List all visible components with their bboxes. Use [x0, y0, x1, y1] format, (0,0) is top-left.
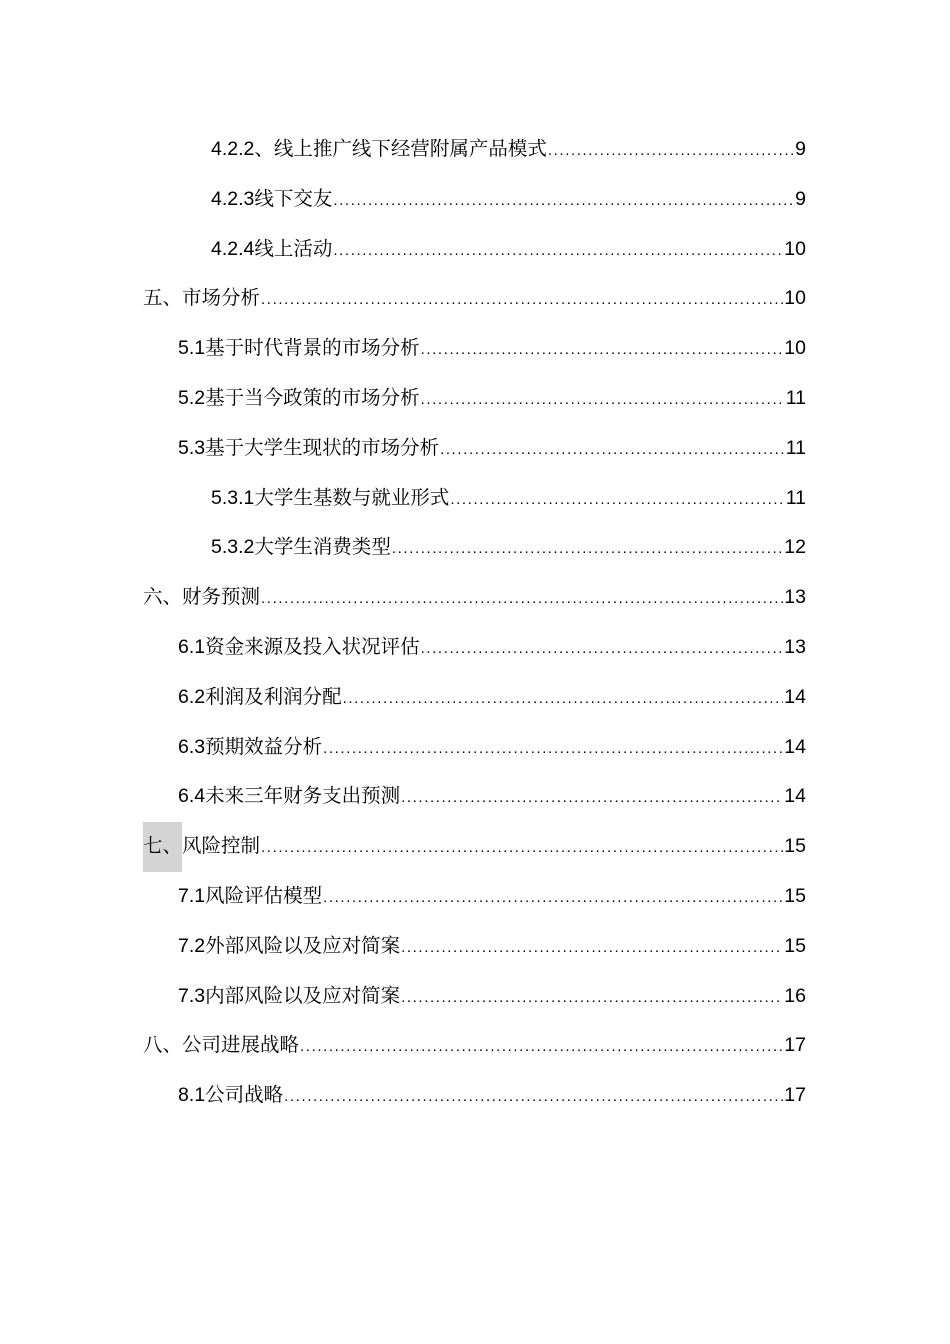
toc-entry-5-3-2[interactable]: [0, 523, 806, 573]
toc-entry-page: 16: [784, 984, 806, 1007]
toc-entry-title: 预期效益分析: [205, 735, 323, 758]
toc-entry-number: 5.1: [178, 337, 206, 360]
dot-leader: [401, 773, 783, 823]
toc-entry-number: 六、: [143, 586, 183, 609]
toc-entry-number: 8.1: [178, 1084, 206, 1107]
toc-entry-chapter-7[interactable]: [0, 822, 806, 872]
toc-entry-title: 大学生消费类型: [254, 536, 391, 559]
toc-entry-5-1[interactable]: [0, 324, 806, 374]
toc-entry-page: 9: [795, 138, 806, 160]
toc-entry-title: 线上活动: [254, 237, 333, 260]
toc-entry-5-3-1[interactable]: [0, 474, 806, 524]
toc-entry-7-2[interactable]: [0, 922, 806, 972]
toc-entry-page: 10: [784, 237, 806, 260]
toc-entry-page: 13: [784, 586, 806, 609]
toc-entry-7-3[interactable]: [0, 972, 806, 1022]
toc-entry-number: 4.2.2: [211, 138, 255, 160]
toc-entry-title: 基于当今政策的市场分析: [205, 386, 420, 409]
toc-entry-6-4[interactable]: [0, 772, 806, 822]
toc-entry-page: 11: [785, 486, 806, 509]
toc-entry-page: 17: [784, 1084, 806, 1107]
toc-entry-number: 6.2: [178, 685, 206, 708]
dot-leader: [401, 973, 783, 1023]
toc-entry-page: 14: [784, 785, 806, 808]
toc-entry-title: 财务预测: [182, 586, 261, 609]
toc-entry-title: 风险控制: [182, 835, 261, 858]
toc-entry-5-3[interactable]: [0, 424, 806, 474]
toc-entry-number: 6.3: [178, 735, 206, 758]
table-of-contents: [0, 125, 950, 1121]
toc-entry-6-1[interactable]: [0, 623, 806, 673]
toc-entry-chapter-5[interactable]: [0, 274, 806, 324]
toc-entry-title: 线下交友: [254, 187, 333, 210]
dot-leader: [261, 275, 783, 325]
toc-entry-page: 10: [784, 337, 806, 360]
toc-entry-page: 13: [784, 635, 806, 658]
toc-entry-chapter-6[interactable]: [0, 573, 806, 623]
toc-entry-title: 资金来源及投入状况评估: [205, 635, 420, 658]
dot-leader: [548, 126, 794, 176]
toc-entry-6-2[interactable]: [0, 673, 806, 723]
toc-entry-number: 6.4: [178, 785, 206, 808]
dot-leader: [401, 923, 783, 973]
toc-entry-number: 五、: [143, 287, 183, 310]
dot-leader: [284, 1072, 783, 1122]
toc-entry-title: 公司进展战略: [182, 1034, 300, 1057]
toc-entry-title: 利润及利润分配: [205, 685, 342, 708]
toc-entry-page: 14: [784, 735, 806, 758]
toc-entry-title: 基于大学生现状的市场分析: [205, 436, 440, 459]
toc-entry-number: 八、: [143, 1034, 183, 1057]
dot-leader: [421, 624, 784, 674]
toc-entry-title: 、线上推广线下经营附属产品模式: [254, 138, 547, 160]
toc-entry-number: 4.2.3: [211, 187, 255, 210]
toc-entry-7-1[interactable]: [0, 872, 806, 922]
toc-entry-number: 5.3.1: [211, 486, 255, 509]
toc-entry-number: 5.3: [178, 436, 206, 459]
toc-entry-number: 5.2: [178, 386, 206, 409]
dot-leader: [300, 1022, 783, 1072]
toc-entry-number: 6.1: [178, 635, 206, 658]
toc-entry-title: 公司战略: [205, 1084, 284, 1107]
toc-entry-title: 大学生基数与就业形式: [254, 486, 450, 509]
toc-entry-4-2-4[interactable]: [0, 225, 806, 275]
dot-leader: [323, 873, 783, 923]
toc-entry-page: 14: [784, 685, 806, 708]
toc-entry-title: 市场分析: [182, 287, 261, 310]
toc-entry-4-2-3[interactable]: [0, 175, 806, 225]
dot-leader: [323, 724, 783, 774]
dot-leader: [421, 325, 784, 375]
toc-entry-title: 风险评估模型: [205, 884, 323, 907]
dot-leader: [261, 823, 783, 873]
toc-entry-5-2[interactable]: [0, 374, 806, 424]
dot-leader: [261, 574, 783, 624]
toc-entry-page: 9: [795, 187, 806, 210]
toc-entry-title: 未来三年财务支出预测: [205, 785, 401, 808]
toc-entry-page: 12: [784, 536, 806, 559]
toc-entry-page: 17: [784, 1034, 806, 1057]
toc-entry-page: 10: [784, 287, 806, 310]
toc-entry-page: 15: [784, 884, 806, 907]
toc-entry-8-1[interactable]: [0, 1071, 806, 1121]
dot-leader: [392, 524, 783, 574]
toc-entry-number: 7.2: [178, 934, 206, 957]
dot-leader: [333, 226, 783, 276]
toc-entry-page: 15: [784, 934, 806, 957]
dot-leader: [343, 674, 784, 724]
toc-entry-number-highlighted: 七、: [143, 822, 182, 872]
toc-entry-number: 7.1: [178, 884, 206, 907]
toc-entry-title: 内部风险以及应对简案: [205, 984, 401, 1007]
toc-entry-title: 基于时代背景的市场分析: [205, 337, 420, 360]
toc-entry-number: 7.3: [178, 984, 206, 1007]
dot-leader: [333, 176, 794, 226]
toc-entry-number: 5.3.2: [211, 536, 255, 559]
toc-entry-6-3[interactable]: [0, 723, 806, 773]
toc-entry-chapter-8[interactable]: [0, 1021, 806, 1071]
dot-leader: [450, 475, 784, 525]
dot-leader: [421, 375, 785, 425]
toc-entry-page: 11: [785, 386, 806, 409]
toc-entry-4-2-2[interactable]: [0, 125, 806, 175]
toc-entry-title: 外部风险以及应对简案: [205, 934, 401, 957]
toc-entry-number: 4.2.4: [211, 237, 255, 260]
toc-entry-page: 15: [784, 835, 806, 858]
toc-entry-page: 11: [785, 436, 806, 459]
dot-leader: [440, 425, 785, 475]
